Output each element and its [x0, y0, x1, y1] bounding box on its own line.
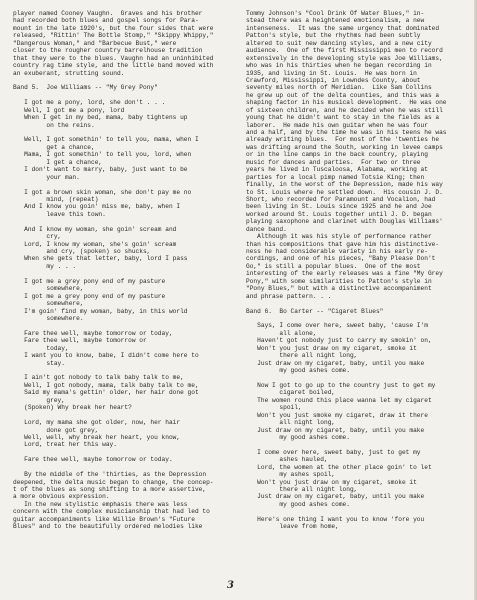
text-line: Tommy Johnson's "Cool Drink Of Water Blues," in-: [246, 10, 425, 17]
text-line: player named Cooney Vaughn. Graves and his brother: [13, 10, 203, 17]
text-line: of sixteen children, and he decided when he was still: [246, 106, 443, 114]
text-line: all night long,: [246, 419, 336, 427]
text-line: had recorded both blues and gospel songs for Para-: [13, 17, 199, 25]
text-line: on the reins.: [13, 121, 95, 129]
text-line: I got a brown skin woman, she don't pay me no: [13, 188, 192, 196]
text-line: years he lived in Tuscaloosa, Alabama, working at: [246, 166, 428, 174]
text-line: Lord, I know my woman, she's goin' scream: [13, 240, 177, 248]
text-line: all alone,: [246, 329, 317, 337]
text-line: [246, 441, 468, 448]
text-line: Fare thee well, maybe tomorrow or today,: [13, 329, 173, 337]
text-line: Although it was his style of performance rather: [246, 233, 432, 241]
text-line: somewhere.: [13, 314, 84, 322]
text-line: mind, (repeat): [13, 195, 99, 203]
text-line: been living in St. Louis since 1925 and he and Joe: [246, 203, 432, 211]
text-line: deepened, the delta music began to change, the concep-: [13, 478, 214, 486]
text-line: already writing blues. For most of the 'twenties he: [246, 136, 440, 144]
text-line: my good ashes come.: [246, 500, 350, 508]
text-line: somewhere,: [13, 300, 84, 308]
text-line: Just draw on my cigaret, baby, until you make: [246, 493, 425, 501]
text-line: I don't want to marry, baby, just want to be: [13, 166, 188, 174]
text-line: closer to the rougher country barrelhouse tradition: [13, 47, 203, 55]
text-line: [13, 218, 235, 225]
text-line: Now I got to go up to the country just to get my: [246, 381, 436, 389]
text-line: my ashes spoil,: [246, 471, 336, 479]
text-line: guitar accompaniments like Willie Brown's "Future: [13, 515, 195, 523]
text-line: Well, I got me a pony, lord: [13, 106, 125, 114]
text-line: I got me a grey pony end of my pasture: [13, 292, 166, 300]
text-line: interesting of the early releases was a fine "My Grey: [246, 270, 443, 278]
right-column: [246, 10, 468, 531]
text-line: The women round this place wanna let my cigaret: [246, 396, 432, 404]
text-line: By the middle of the 'thirties, as the Depression: [13, 471, 207, 479]
text-line: he grew up out of the delta counties, and this was a: [246, 91, 440, 99]
text-line: Just draw on my cigaret, baby, until you make: [246, 359, 425, 367]
text-line: worked around St. Louis together until J. D. began: [246, 210, 432, 218]
text-line: Pony," with some similarities to Patton's style in: [246, 277, 432, 285]
text-line: cry,: [13, 233, 62, 241]
text-line: grey,: [13, 396, 65, 404]
text-line: Lord, my mama she got older, now, her hair: [13, 419, 181, 427]
text-line: [13, 367, 235, 374]
text-line: or in the line camps in the back country, playing: [246, 151, 428, 159]
text-line: [13, 270, 235, 277]
text-line: [13, 77, 235, 84]
text-line: [246, 374, 468, 381]
text-line: cordings, and one of his pieces, "Baby Please Don't: [246, 255, 436, 263]
text-line: intenseness. It was the same urgency that dominated: [246, 24, 440, 32]
text-line: audience. One of the first Mississippi men to record: [246, 47, 443, 55]
text-line: Says, I come over here, sweet baby, 'cause I'm: [246, 322, 428, 330]
text-line: [13, 449, 235, 456]
text-line: Said my mama's gettin' older, her hair done got: [13, 389, 199, 397]
left-column: [13, 10, 235, 531]
text-line: Won't you just draw on my cigaret, smoke it: [246, 344, 417, 352]
text-line: somewhere,: [13, 285, 84, 293]
text-line: Lord, the women at the other place goin' to let: [246, 463, 432, 471]
text-line: ness he had considerable variety in his early re-: [246, 248, 428, 255]
text-line: I want you to know, babe, I didn't come here to: [13, 352, 199, 360]
text-line: stead there was a heightened emotionalism, a new: [246, 17, 425, 25]
text-line: [13, 181, 235, 188]
text-line: Well, I got nobody, mama, talk baby talk to me,: [13, 381, 199, 389]
text-line: parties for a local pimp named Totsie King; then: [246, 173, 425, 181]
text-line: I come over here, sweet baby, just to get my: [246, 448, 421, 456]
text-line: Well, well, why break her heart, you know,: [13, 433, 181, 441]
text-line: When she gets that letter, baby, lord I pass: [13, 255, 188, 263]
text-line: my . . .: [13, 262, 77, 270]
text-line: and a half, and by the time he was in his teens he was: [246, 129, 447, 136]
text-line: (Spoken) Why break her heart?: [13, 404, 132, 412]
text-line: And I know my woman, she goin' scream and: [13, 225, 177, 233]
text-line: [246, 508, 468, 515]
text-line: [246, 315, 468, 322]
text-line: Here's one thing I want you to know 'fore you: [246, 515, 425, 523]
text-line: extensively in the developing style was Joe Williams,: [246, 54, 443, 62]
text-line: [13, 464, 235, 471]
text-line: [13, 412, 235, 419]
text-line: shaping factor in his musical development. He was one: [246, 99, 447, 107]
text-line: Crawford, Mississippi, in Lowndes County, about: [246, 76, 421, 84]
text-line: 1935, and living in St. Louis. He was born in: [246, 69, 417, 77]
text-line: Short, who recorded for Paramount and Vocalion, had: [246, 195, 436, 203]
text-line: [13, 322, 235, 329]
text-line: finally, in the worst of the Depression, made his way: [246, 181, 443, 189]
text-line: [13, 129, 235, 136]
text-line: music for dances and parties. For two or three: [246, 158, 421, 166]
text-line: dance band.: [246, 225, 287, 233]
text-line: Fare thee well, maybe tomorrow or today.: [13, 456, 173, 464]
text-line: altered to suit new dancing styles, and a new city: [246, 39, 432, 47]
text-line: there all night long,: [246, 352, 358, 360]
text-line: When I get in my bed, mama, baby tightens up: [13, 114, 188, 122]
text-line: was drifting around the South, working in levee camps: [246, 143, 443, 151]
text-line: cigaret boiled,: [246, 389, 336, 397]
text-line: Fare thee well, maybe tomorrow or: [13, 337, 147, 345]
text-line: my good ashes come.: [246, 433, 350, 441]
text-line: stay.: [13, 359, 65, 367]
text-line: [246, 300, 468, 307]
text-line: concern with the complex musicianship that had led to: [13, 508, 210, 516]
text-line: Lord, treat her this way.: [13, 441, 117, 449]
text-line: Patton's style, but the rhythms had been subtly: [246, 32, 421, 40]
text-line: Blues" and to the beautifully ordered melodies like: [13, 523, 203, 531]
text-line: I get a chance,: [13, 158, 103, 166]
text-line: Band 6. Bo Carter -- "Cigaret Blues": [246, 307, 384, 315]
text-line: done got grey,: [13, 426, 99, 434]
text-line: get a chance,: [13, 143, 95, 151]
text-line: Haven't got nobody just to carry my smokin' on,: [246, 337, 432, 345]
text-line: an exuberant, strutting sound.: [13, 69, 125, 77]
text-line: and phrase pattern. . .: [246, 292, 332, 300]
text-line: and cry, (spoken) so shucks,: [13, 248, 151, 255]
text-line: playing saxophone and clarinet with Douglas Williams': [246, 218, 443, 226]
text-line: Mama, I got somethin' to tell you, lord, when: [13, 151, 192, 159]
text-line: And I know you goin' miss me, baby, when I: [13, 203, 181, 211]
text-line: Won't you just smoke my cigaret, draw it there: [246, 411, 428, 419]
text-line: I ain't got nobody to talk baby talk to me,: [13, 374, 184, 382]
text-line: leave from home,: [246, 523, 339, 531]
text-line: my good ashes come.: [246, 367, 350, 374]
text-line: today,: [13, 344, 69, 352]
text-line: Go," is still a popular blues. One of the most: [246, 262, 421, 270]
text-line: a more obvious expression.: [13, 493, 110, 501]
text-line: your man.: [13, 173, 80, 181]
text-line: "Dangerous Woman," and "Barbecue Bust," were: [13, 39, 177, 47]
text-line: leave this town.: [13, 210, 106, 218]
text-line: mount in the late 1920's, but the four sides that were: [13, 24, 214, 32]
text-line: young that he didn't want to stay in the fields as a: [246, 114, 440, 122]
text-line: I got me a pony, lord, she don't . . .: [13, 99, 166, 107]
text-line: I'm goin' find my woman, baby, in this world: [13, 307, 188, 315]
text-line: there all night long,: [246, 486, 358, 493]
text-line: laborer. He made his own guitar when he was four: [246, 121, 428, 129]
text-line: released, "Rittin' The Bottle Stomp," "Skippy Whippy,": [13, 32, 214, 40]
text-line: ashes hauled,: [246, 456, 328, 464]
page-number: 3: [227, 580, 234, 591]
text-line: than his compositions that gave him his distinctive-: [246, 240, 440, 248]
text-line: Well, I got somethin' to tell you, mama, when I: [13, 136, 199, 144]
text-line: who was in his thirties when he began recording in: [246, 62, 432, 70]
text-line: t of the blues as song shifting to a more assertive,: [13, 486, 207, 493]
text-line: [13, 92, 235, 99]
text-line: seventy miles north of Meridian. Like Sam Collins: [246, 84, 432, 92]
text-line: Won't you just draw on my cigaret, smoke it: [246, 478, 417, 486]
text-line: spoil,: [246, 404, 302, 412]
text-line: I got me a grey pony end of my pasture: [13, 277, 166, 285]
text-line: country rag time style, and the little band moved with: [13, 62, 214, 70]
text-line: to St. Louis where he settled down. His cousin J. D.: [246, 188, 443, 196]
text-line: In the new stylistic emphasis there was less: [13, 500, 188, 508]
text-line: that they were to the blues. Vaughn had an uninhibited: [13, 54, 214, 62]
text-line: Just draw on my cigaret, baby, until you make: [246, 426, 425, 434]
text-line: "Pony Blues," but with a distinctive accompaniment: [246, 285, 432, 293]
text-line: Band 5. Joe Williams -- "My Grey Pony": [13, 84, 158, 92]
